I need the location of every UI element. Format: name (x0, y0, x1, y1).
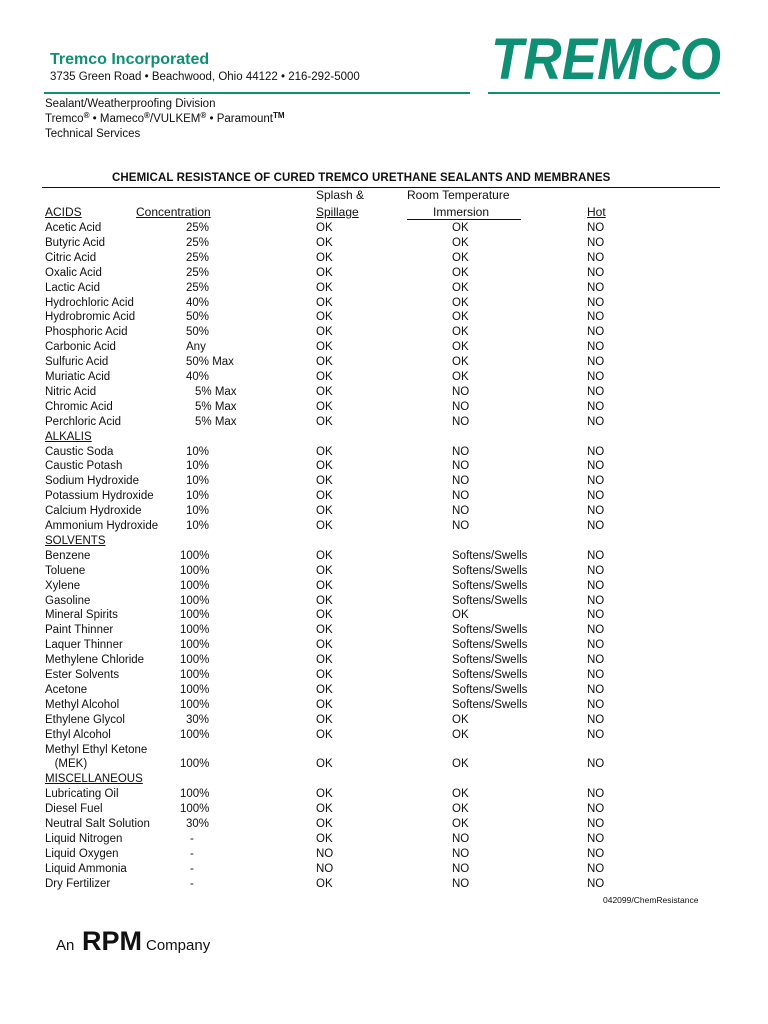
splash-spillage-value: OK (316, 460, 333, 473)
room-temperature-value: OK (452, 788, 469, 801)
chemical-name: Muriatic Acid (45, 371, 111, 383)
table-row (0, 802, 768, 817)
room-temperature-value: OK (452, 266, 469, 279)
rpm-logo (80, 925, 144, 955)
room-temperature-value: Softens/Swells (452, 579, 528, 592)
chemical-name: Butyric Acid (45, 236, 106, 249)
footer-company: Company (146, 937, 211, 954)
table-row (0, 579, 768, 594)
chemical-name: Dry Fertilizer (45, 877, 111, 890)
splash-spillage-value: OK (316, 683, 333, 696)
table-row (0, 251, 768, 266)
hot-value: NO (587, 251, 605, 264)
chemical-name: Acetone (45, 683, 88, 696)
splash-spillage-value: OK (316, 669, 333, 681)
chemical-name: Laquer Thinner (45, 639, 123, 652)
concentration-value: 100% (180, 788, 210, 801)
splash-spillage-value: OK (316, 832, 333, 845)
chemical-name: Gasoline (45, 594, 91, 607)
room-temperature-value: OK (452, 296, 469, 309)
room-temperature-value: OK (452, 222, 469, 234)
concentration-value: 100% (180, 654, 210, 667)
table-row (0, 787, 768, 802)
table-row (0, 608, 768, 623)
section-header (0, 534, 768, 549)
hot-value: NO (587, 609, 605, 622)
concentration-value: 10% (186, 445, 210, 458)
table-row (0, 623, 768, 638)
hot-value: NO (587, 341, 605, 354)
brands-line (45, 113, 285, 125)
room-temperature-value: NO (452, 385, 470, 398)
splash-spillage-value: OK (316, 877, 333, 890)
hot-value: NO (587, 624, 605, 637)
room-temperature-value: NO (452, 520, 470, 532)
room-temperature-value: Softens/Swells (452, 624, 528, 637)
header-splash-line1: Splash & (316, 188, 365, 202)
chemical-name: Benzene (45, 549, 91, 562)
chemical-name: Ammonium Hydroxide (45, 520, 159, 532)
hot-value: NO (587, 803, 605, 816)
document-code: 042099/ChemResistance (603, 895, 699, 905)
concentration-value: 30% (186, 818, 210, 830)
brand-tremco: Tremco (45, 113, 84, 125)
chemical-name: Lubricating Oil (45, 788, 119, 801)
hot-value: NO (587, 415, 605, 428)
splash-spillage-value: OK (316, 609, 333, 622)
chemical-name: Sodium Hydroxide (45, 475, 139, 488)
concentration-value: 50% (186, 326, 210, 339)
concentration-value: 100% (180, 564, 210, 577)
splash-spillage-value: OK (316, 236, 333, 249)
chemical-name: Neutral Salt Solution (45, 818, 150, 830)
splash-spillage-value: OK (316, 356, 333, 369)
room-temperature-value: NO (452, 400, 470, 413)
brand-vulkem: /VULKEM (149, 113, 201, 125)
hot-value: NO (587, 475, 605, 488)
header-concentration: Concentration (136, 205, 211, 219)
splash-spillage-value: OK (316, 445, 333, 458)
immersion-rule (407, 219, 521, 220)
hot-value: NO (587, 490, 605, 503)
chemical-name: Toluene (45, 564, 86, 577)
splash-spillage-value: OK (316, 311, 333, 324)
division-label: Sealant/Weatherproofing Division (45, 98, 216, 110)
chemical-name: (MEK) (45, 758, 88, 771)
splash-spillage-value: OK (316, 564, 333, 577)
table-row (0, 698, 768, 713)
hot-value: NO (587, 847, 605, 860)
splash-spillage-value: OK (316, 803, 333, 816)
splash-spillage-value: NO (316, 847, 334, 860)
hot-value: NO (587, 877, 605, 890)
table-row (0, 832, 768, 847)
concentration-value: 5% Max (195, 385, 237, 398)
splash-spillage-value: OK (316, 222, 333, 234)
splash-spillage-value: OK (316, 728, 333, 741)
hot-value: NO (587, 460, 605, 473)
table-row (0, 683, 768, 698)
table-row (0, 340, 768, 355)
splash-spillage-value: OK (316, 475, 333, 488)
room-temperature-value: NO (452, 460, 470, 473)
concentration-value: 100% (180, 594, 210, 607)
hot-value: NO (587, 788, 605, 801)
registered-mark: ® (83, 111, 90, 120)
chemical-name: Ethylene Glycol (45, 713, 125, 726)
splash-spillage-value: OK (316, 505, 333, 518)
concentration-value: - (190, 832, 194, 845)
splash-spillage-value: OK (316, 549, 333, 562)
section-label: MISCELLANEOUS (45, 773, 143, 786)
header-hot: Hot (587, 205, 606, 219)
room-temperature-value: OK (452, 281, 469, 294)
concentration-value: 10% (186, 475, 210, 488)
chemical-name: Hydrobromic Acid (45, 311, 136, 324)
concentration-value: 100% (180, 698, 210, 711)
chemical-name: Paint Thinner (45, 624, 114, 637)
concentration-value: 100% (180, 579, 210, 592)
splash-spillage-value: OK (316, 371, 333, 383)
concentration-value: - (190, 877, 194, 890)
table-row (0, 474, 768, 489)
concentration-value: 30% (186, 713, 210, 726)
chemical-name: Hydrochloric Acid (45, 296, 134, 309)
splash-spillage-value: OK (316, 520, 333, 532)
concentration-value: 25% (186, 281, 210, 294)
table-row (0, 385, 768, 400)
concentration-value: 25% (186, 251, 210, 264)
room-temperature-value: OK (452, 818, 469, 830)
table-row (0, 668, 768, 683)
chemical-name: Caustic Soda (45, 445, 114, 458)
table-row (0, 638, 768, 653)
splash-spillage-value: OK (316, 400, 333, 413)
title-rule (42, 187, 720, 188)
room-temperature-value: OK (452, 803, 469, 816)
room-temperature-value: OK (452, 728, 469, 741)
header-room-line2: Immersion (433, 205, 490, 219)
room-temperature-value: NO (452, 415, 470, 428)
room-temperature-value: Softens/Swells (452, 654, 528, 667)
room-temperature-value: OK (452, 311, 469, 324)
table-row (0, 310, 768, 325)
concentration-value: Any (186, 341, 206, 354)
hot-value: NO (587, 669, 605, 681)
room-temperature-value: OK (452, 356, 469, 369)
concentration-value: 25% (186, 266, 210, 279)
section-acids: ACIDS (45, 205, 82, 219)
hot-value: NO (587, 326, 605, 339)
hot-value: NO (587, 311, 605, 324)
chemical-name: Caustic Potash (45, 460, 123, 473)
room-temperature-value: NO (452, 490, 470, 503)
registered-mark: ® (200, 111, 207, 120)
concentration-value: 100% (180, 669, 210, 681)
hot-value: NO (587, 385, 605, 398)
table-row (0, 862, 768, 877)
header-room-line1: Room Temperature (407, 188, 510, 202)
concentration-value: - (190, 847, 194, 860)
splash-spillage-value: OK (316, 758, 333, 771)
room-temperature-value: OK (452, 326, 469, 339)
chemical-name: Liquid Nitrogen (45, 832, 123, 845)
concentration-value: 25% (186, 222, 210, 234)
company-address: 3735 Green Road • Beachwood, Ohio 44122 • 216-292-5000 (50, 71, 360, 83)
room-temperature-value: NO (452, 832, 470, 845)
concentration-value: 10% (186, 460, 210, 473)
splash-spillage-value: OK (316, 713, 333, 726)
splash-spillage-value: OK (316, 251, 333, 264)
chemical-name: Ethyl Alcohol (45, 728, 111, 741)
table-row (0, 549, 768, 564)
table-row (0, 743, 768, 758)
table-row (0, 266, 768, 281)
room-temperature-value: NO (452, 877, 470, 890)
company-name: Tremco Incorporated (50, 51, 210, 68)
concentration-value: 100% (180, 683, 210, 696)
concentration-value: 10% (186, 505, 210, 518)
hot-value: NO (587, 222, 605, 234)
room-temperature-value: Softens/Swells (452, 698, 528, 711)
room-temperature-value: NO (452, 847, 470, 860)
hot-value: NO (587, 639, 605, 652)
splash-spillage-value: OK (316, 490, 333, 503)
table-row (0, 236, 768, 251)
hot-value: NO (587, 520, 605, 532)
room-temperature-value: OK (452, 251, 469, 264)
concentration-value: 50% (186, 311, 210, 324)
room-temperature-value: OK (452, 236, 469, 249)
splash-spillage-value: OK (316, 818, 333, 830)
concentration-value: 100% (180, 609, 210, 622)
hot-value: NO (587, 579, 605, 592)
splash-spillage-value: OK (316, 281, 333, 294)
hot-value: NO (587, 296, 605, 309)
room-temperature-value: OK (452, 609, 469, 622)
chemical-name: Lactic Acid (45, 281, 100, 294)
chemical-name: Nitric Acid (45, 385, 97, 398)
table-row (0, 445, 768, 460)
tremco-logo (488, 26, 724, 88)
hot-value: NO (587, 505, 605, 518)
room-temperature-value: Softens/Swells (452, 564, 528, 577)
chemical-name: Perchloric Acid (45, 415, 122, 428)
chemical-name: Potassium Hydroxide (45, 490, 154, 503)
hot-value: NO (587, 654, 605, 667)
concentration-value: 25% (186, 236, 210, 249)
footer-an: An (56, 937, 75, 954)
chemical-name: Liquid Oxygen (45, 847, 119, 860)
hot-value: NO (587, 862, 605, 875)
table-row (0, 504, 768, 519)
room-temperature-value: Softens/Swells (452, 549, 528, 562)
splash-spillage-value: OK (316, 415, 333, 428)
room-temperature-value: Softens/Swells (452, 683, 528, 696)
hot-value: NO (587, 371, 605, 383)
concentration-value: - (190, 862, 194, 875)
hot-value: NO (587, 564, 605, 577)
splash-spillage-value: OK (316, 579, 333, 592)
splash-spillage-value: OK (316, 654, 333, 667)
concentration-value: 100% (180, 549, 210, 562)
table-row (0, 221, 768, 236)
room-temperature-value: NO (452, 445, 470, 458)
splash-spillage-value: NO (316, 862, 334, 875)
trademark-mark: TM (272, 111, 285, 120)
rpm-logo-text: RPM (82, 926, 142, 955)
tremco-logo-text: TREMCO (491, 27, 721, 88)
chemical-name: Liquid Ammonia (45, 862, 127, 875)
services-label: Technical Services (45, 128, 141, 140)
table-row (0, 519, 768, 534)
hot-value: NO (587, 445, 605, 458)
room-temperature-value: Softens/Swells (452, 639, 528, 652)
concentration-value: 100% (180, 624, 210, 637)
concentration-value: 10% (186, 520, 210, 532)
room-temperature-value: NO (452, 505, 470, 518)
hot-value: NO (587, 549, 605, 562)
section-header (0, 430, 768, 445)
table-row (0, 564, 768, 579)
brand-paramount: • Paramount (206, 113, 273, 125)
table-row (0, 847, 768, 862)
concentration-value: 100% (180, 803, 210, 816)
chemical-name: Citric Acid (45, 251, 97, 264)
splash-spillage-value: OK (316, 698, 333, 711)
hot-value: NO (587, 713, 605, 726)
chemical-name: Oxalic Acid (45, 266, 102, 279)
splash-spillage-value: OK (316, 266, 333, 279)
chemical-name: Methyl Ethyl Ketone (45, 743, 148, 756)
concentration-value: 40% (186, 371, 210, 383)
hot-value: NO (587, 356, 605, 369)
table-title: CHEMICAL RESISTANCE OF CURED TREMCO URETHANE SEALANTS AND MEMBRANES (112, 172, 611, 184)
hot-value: NO (587, 594, 605, 607)
table-row (0, 415, 768, 430)
splash-spillage-value: OK (316, 594, 333, 607)
room-temperature-value: OK (452, 371, 469, 383)
table-row (0, 281, 768, 296)
room-temperature-value: OK (452, 758, 469, 771)
room-temperature-value: OK (452, 713, 469, 726)
concentration-value: 50% Max (186, 356, 234, 369)
hot-value: NO (587, 818, 605, 830)
concentration-value: 5% Max (195, 400, 237, 413)
hot-value: NO (587, 698, 605, 711)
section-label: ALKALIS (45, 430, 92, 443)
chemical-name: Phosphoric Acid (45, 326, 128, 339)
header-rule-left (44, 92, 470, 94)
room-temperature-value: NO (452, 862, 470, 875)
splash-spillage-value: OK (316, 326, 333, 339)
chemical-name: Diesel Fuel (45, 803, 103, 816)
splash-spillage-value: OK (316, 385, 333, 398)
table-row (0, 728, 768, 743)
table-row (0, 400, 768, 415)
hot-value: NO (587, 266, 605, 279)
section-header (0, 772, 768, 787)
table-row (0, 325, 768, 340)
chemical-name: Methylene Chloride (45, 654, 145, 667)
splash-spillage-value: OK (316, 639, 333, 652)
room-temperature-value: NO (452, 475, 470, 488)
hot-value: NO (587, 728, 605, 741)
chemical-name: Xylene (45, 579, 81, 592)
table-row (0, 713, 768, 728)
concentration-value: 100% (180, 639, 210, 652)
brand-mameco: • Mameco (89, 113, 144, 125)
hot-value: NO (587, 683, 605, 696)
table-row (0, 370, 768, 385)
hot-value: NO (587, 281, 605, 294)
table-row (0, 296, 768, 311)
hot-value: NO (587, 758, 605, 771)
chemical-name: Sulfuric Acid (45, 356, 109, 369)
chemical-name: Mineral Spirits (45, 609, 118, 622)
chemical-name: Acetic Acid (45, 222, 102, 234)
header-rule-right (488, 92, 720, 94)
table-row (0, 594, 768, 609)
header-splash-line2: Spillage (316, 205, 359, 219)
splash-spillage-value: OK (316, 296, 333, 309)
room-temperature-value: OK (452, 341, 469, 354)
table-row (0, 817, 768, 832)
concentration-value: 100% (180, 758, 210, 771)
section-label: SOLVENTS (45, 534, 106, 547)
hot-value: NO (587, 832, 605, 845)
splash-spillage-value: OK (316, 341, 333, 354)
splash-spillage-value: OK (316, 788, 333, 801)
hot-value: NO (587, 236, 605, 249)
splash-spillage-value: OK (316, 624, 333, 637)
chemical-name: Carbonic Acid (45, 341, 116, 354)
chemical-name: Chromic Acid (45, 400, 113, 413)
room-temperature-value: Softens/Swells (452, 669, 528, 681)
room-temperature-value: Softens/Swells (452, 594, 528, 607)
concentration-value: 100% (180, 728, 210, 741)
concentration-value: 5% Max (195, 415, 237, 428)
table-row (0, 653, 768, 668)
chemical-name: Methyl Alcohol (45, 698, 120, 711)
registered-mark: ® (143, 111, 150, 120)
concentration-value: 40% (186, 296, 210, 309)
chemical-name: Ester Solvents (45, 669, 120, 681)
table-row (0, 355, 768, 370)
table-row (0, 877, 768, 892)
chemical-name: Calcium Hydroxide (45, 505, 142, 518)
hot-value: NO (587, 400, 605, 413)
concentration-value: 10% (186, 490, 210, 503)
table-row (0, 459, 768, 474)
table-row (0, 489, 768, 504)
table-row (0, 757, 768, 772)
